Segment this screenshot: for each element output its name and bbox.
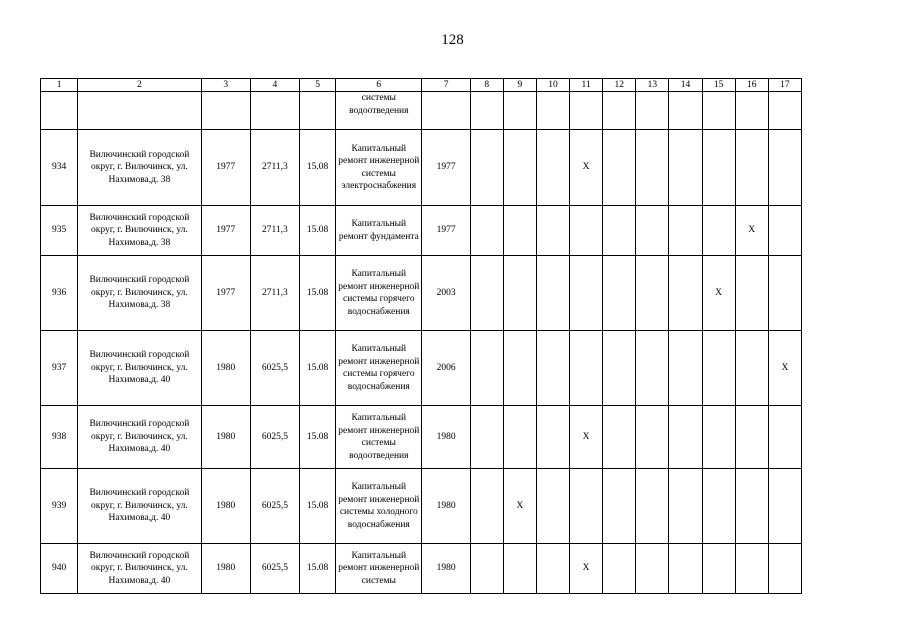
table-cell-col-4: 2711,3	[250, 130, 299, 206]
column-header-11: 11	[570, 79, 603, 92]
table-cell-col-3: 1980	[201, 544, 250, 594]
column-header-3: 3	[201, 79, 250, 92]
table-cell-col-16	[735, 469, 768, 544]
table-cell-col-2	[78, 92, 201, 130]
table-cell-col-2: Вилючинский городской округ, г. Вилючинск, ул. Нахимова,д. 40	[78, 469, 201, 544]
table-cell-col-17: X	[768, 331, 801, 406]
table-cell-col-7: 2003	[422, 256, 470, 331]
table-cell-col-3: 1980	[201, 406, 250, 469]
table-cell-col-2: Вилючинский городской округ, г. Вилючинск, ул. Нахимова,д. 40	[78, 544, 201, 594]
table-cell-col-6: Капитальный ремонт инженерной системы электроснабжения	[336, 130, 422, 206]
column-number-row	[41, 79, 802, 92]
table-cell-col-15	[702, 206, 735, 256]
table-cell-col-5: 15.08	[300, 331, 336, 406]
column-header-4: 4	[250, 79, 299, 92]
table-cell-col-11: X	[570, 130, 603, 206]
table-cell-col-2: Вилючинский городской округ, г. Вилючинск, ул. Нахимова,д. 38	[78, 256, 201, 331]
table-cell-col-9	[503, 130, 536, 206]
table-cell-col-3: 1977	[201, 256, 250, 331]
table-cell-col-14	[669, 469, 702, 544]
table-cell-col-2: Вилючинский городской округ, г. Вилючинск, ул. Нахимова,д. 40	[78, 331, 201, 406]
table-cell-col-5: 15.08	[300, 256, 336, 331]
table-cell-col-13	[636, 331, 669, 406]
table-row	[41, 130, 802, 206]
table-cell-col-7: 1977	[422, 130, 470, 206]
table-cell-col-16: X	[735, 206, 768, 256]
column-header-8: 8	[470, 79, 503, 92]
table-cell-col-3: 1977	[201, 206, 250, 256]
column-header-10: 10	[536, 79, 569, 92]
table-cell-col-14	[669, 256, 702, 331]
column-header-15: 15	[702, 79, 735, 92]
table-cell-col-8	[470, 544, 503, 594]
column-header-7: 7	[422, 79, 470, 92]
table-cell-col-13	[636, 206, 669, 256]
table-cell-col-14	[669, 544, 702, 594]
table-cell-col-5: 15.08	[300, 406, 336, 469]
table-cell-col-12	[603, 544, 636, 594]
table-row	[41, 92, 802, 130]
table-cell-col-14	[669, 331, 702, 406]
table-cell-col-14	[669, 406, 702, 469]
table-cell-col-7: 2006	[422, 331, 470, 406]
table-cell-col-15	[702, 92, 735, 130]
table-cell-col-6: Капитальный ремонт инженерной системы	[336, 544, 422, 594]
table-cell-col-2: Вилючинский городской округ, г. Вилючинск, ул. Нахимова,д. 38	[78, 130, 201, 206]
table-cell-col-10	[536, 544, 569, 594]
table-cell-col-2: Вилючинский городской округ, г. Вилючинск, ул. Нахимова,д. 40	[78, 406, 201, 469]
table-cell-col-4: 6025,5	[250, 331, 299, 406]
table-cell-col-1: 939	[41, 469, 78, 544]
table-cell-col-7: 1980	[422, 469, 470, 544]
table-cell-col-1: 937	[41, 331, 78, 406]
table-cell-col-17	[768, 92, 801, 130]
table-cell-col-12	[603, 206, 636, 256]
table-cell-col-9	[503, 256, 536, 331]
table-cell-col-6: Капитальный ремонт инженерной системы водоотведения	[336, 406, 422, 469]
table-cell-col-12	[603, 130, 636, 206]
table-cell-col-14	[669, 92, 702, 130]
table-cell-col-9	[503, 406, 536, 469]
table-cell-col-16	[735, 130, 768, 206]
table-cell-col-4: 2711,3	[250, 256, 299, 331]
table-cell-col-4: 6025,5	[250, 544, 299, 594]
table-cell-col-3: 1980	[201, 331, 250, 406]
table-cell-col-8	[470, 256, 503, 331]
table-cell-col-10	[536, 469, 569, 544]
column-header-14: 14	[669, 79, 702, 92]
table-cell-col-9	[503, 206, 536, 256]
column-header-13: 13	[636, 79, 669, 92]
table-cell-col-6: Капитальный ремонт инженерной системы холодного водоснабжения	[336, 469, 422, 544]
column-header-16: 16	[735, 79, 768, 92]
table-cell-col-10	[536, 331, 569, 406]
table-cell-col-17	[768, 544, 801, 594]
column-header-17: 17	[768, 79, 801, 92]
table-cell-col-8	[470, 406, 503, 469]
table-cell-col-10	[536, 92, 569, 130]
table-cell-col-11	[570, 331, 603, 406]
table-cell-col-13	[636, 256, 669, 331]
table-cell-col-15	[702, 331, 735, 406]
table-cell-col-4: 2711,3	[250, 206, 299, 256]
table-cell-col-12	[603, 406, 636, 469]
column-header-12: 12	[603, 79, 636, 92]
table-cell-col-10	[536, 130, 569, 206]
table-cell-col-16	[735, 92, 768, 130]
table-cell-col-16	[735, 331, 768, 406]
table-row	[41, 469, 802, 544]
table-cell-col-5: 15.08	[300, 544, 336, 594]
table-cell-col-8	[470, 206, 503, 256]
table-row	[41, 331, 802, 406]
table-cell-col-9	[503, 92, 536, 130]
table-cell-col-12	[603, 256, 636, 331]
column-header-2: 2	[78, 79, 201, 92]
table-cell-col-10	[536, 406, 569, 469]
table-cell-col-15	[702, 406, 735, 469]
table-cell-col-15	[702, 544, 735, 594]
table-cell-col-3: 1977	[201, 130, 250, 206]
table-row	[41, 406, 802, 469]
column-header-1: 1	[41, 79, 78, 92]
table-cell-col-15	[702, 469, 735, 544]
table-cell-col-2: Вилючинский городской округ, г. Вилючинск, ул. Нахимова,д. 38	[78, 206, 201, 256]
table-cell-col-13	[636, 406, 669, 469]
table-cell-col-13	[636, 92, 669, 130]
table-cell-col-17	[768, 406, 801, 469]
table-cell-col-9: X	[503, 469, 536, 544]
column-header-5: 5	[300, 79, 336, 92]
table-cell-col-4	[250, 92, 299, 130]
table-cell-col-14	[669, 206, 702, 256]
table-cell-col-8	[470, 469, 503, 544]
table-cell-col-6: Капитальный ремонт фундамента	[336, 206, 422, 256]
registry-table	[40, 78, 802, 594]
table-cell-col-8	[470, 331, 503, 406]
table-cell-col-15	[702, 130, 735, 206]
table-cell-col-13	[636, 469, 669, 544]
table-cell-col-1: 936	[41, 256, 78, 331]
table-cell-col-1: 934	[41, 130, 78, 206]
table-cell-col-1: 940	[41, 544, 78, 594]
table-cell-col-5	[300, 92, 336, 130]
table-cell-col-16	[735, 544, 768, 594]
table-cell-col-16	[735, 406, 768, 469]
table-row	[41, 256, 802, 331]
table-cell-col-5: 15.08	[300, 206, 336, 256]
table-cell-col-9	[503, 331, 536, 406]
table-cell-col-14	[669, 130, 702, 206]
table-cell-col-10	[536, 256, 569, 331]
table-cell-col-6: Капитальный ремонт инженерной системы горячего водоснабжения	[336, 256, 422, 331]
table-cell-col-12	[603, 331, 636, 406]
table-cell-col-7: 1980	[422, 544, 470, 594]
table-cell-col-11	[570, 256, 603, 331]
table-cell-col-1: 935	[41, 206, 78, 256]
table-cell-col-12	[603, 469, 636, 544]
column-header-9: 9	[503, 79, 536, 92]
table-row	[41, 544, 802, 594]
table-cell-col-11	[570, 206, 603, 256]
table-cell-col-4: 6025,5	[250, 469, 299, 544]
table-cell-col-17	[768, 469, 801, 544]
table-cell-col-12	[603, 92, 636, 130]
table-cell-col-3	[201, 92, 250, 130]
table-cell-col-3: 1980	[201, 469, 250, 544]
table-cell-col-9	[503, 544, 536, 594]
table-cell-col-15: X	[702, 256, 735, 331]
table-cell-col-1: 938	[41, 406, 78, 469]
column-header-6: 6	[336, 79, 422, 92]
table-cell-col-4: 6025,5	[250, 406, 299, 469]
table-cell-col-13	[636, 544, 669, 594]
table-cell-col-8	[470, 92, 503, 130]
table-cell-col-7	[422, 92, 470, 130]
table-cell-col-16	[735, 256, 768, 331]
table-cell-col-5: 15.08	[300, 130, 336, 206]
table-cell-col-17	[768, 206, 801, 256]
table-cell-col-10	[536, 206, 569, 256]
table-cell-col-11: X	[570, 406, 603, 469]
page-number: 128	[441, 32, 464, 48]
table-cell-col-11	[570, 92, 603, 130]
table-cell-col-7: 1977	[422, 206, 470, 256]
table-cell-col-13	[636, 130, 669, 206]
table-cell-col-5: 15.08	[300, 469, 336, 544]
table-cell-col-7: 1980	[422, 406, 470, 469]
table-cell-col-8	[470, 130, 503, 206]
table-cell-col-17	[768, 256, 801, 331]
table-cell-col-11	[570, 469, 603, 544]
table-cell-col-1	[41, 92, 78, 130]
table-cell-col-6: Капитальный ремонт инженерной системы горячего водоснабжения	[336, 331, 422, 406]
table-cell-col-11: X	[570, 544, 603, 594]
table-row	[41, 206, 802, 256]
table-cell-col-17	[768, 130, 801, 206]
table-cell-col-6: системы водоотведения	[336, 92, 422, 130]
